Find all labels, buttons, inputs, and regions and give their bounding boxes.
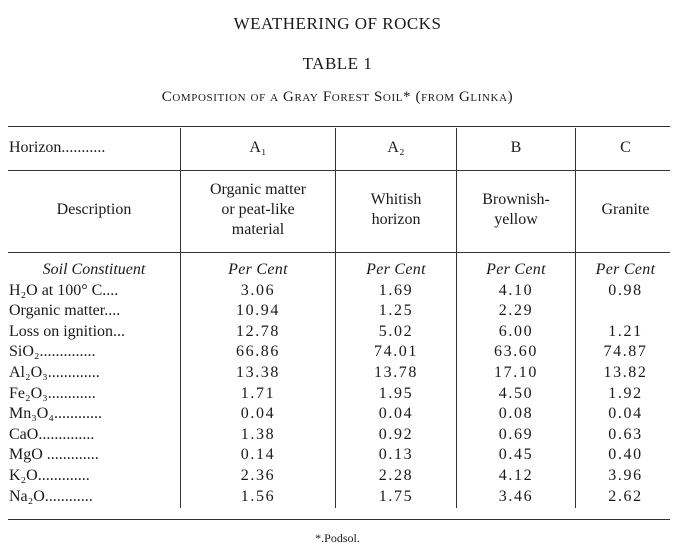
cell-value [576, 301, 675, 322]
cell-value: 1.69 [378, 281, 414, 299]
description-line: Granite [601, 201, 650, 218]
cell-value: 0.45 [498, 446, 534, 464]
cell-value: 4.50 [498, 384, 534, 402]
description-a1 [181, 180, 335, 240]
row-label: K₂O............. [9, 466, 90, 484]
description-line: material [231, 221, 285, 238]
row-label: Organic matter.... [9, 302, 121, 320]
row-label: H₂O at 100° C.... [9, 281, 119, 299]
description-line: Whitish [370, 191, 422, 208]
cell-value: 1.25 [378, 302, 414, 320]
horizon-a1: A₁ [249, 139, 267, 156]
cell-value: 1.21 [608, 322, 643, 340]
top-rule [8, 126, 670, 127]
column-b [457, 260, 575, 507]
description-line: yellow [494, 211, 538, 228]
cell-value: 1.38 [240, 425, 276, 443]
horizon-a2: A₂ [387, 139, 405, 156]
cell-value: 13.78 [374, 363, 418, 381]
description-c [576, 200, 675, 220]
description-a2 [336, 190, 456, 230]
description-line: Organic matter [209, 181, 307, 198]
cell-value: 0.92 [378, 425, 414, 443]
cell-value: 2.28 [378, 466, 414, 484]
horizon-b: B [510, 139, 522, 156]
footnote: *.Podsol. [315, 531, 360, 545]
description-line: horizon [371, 211, 421, 228]
page-title: WEATHERING OF ROCKS [233, 14, 442, 33]
description-line: or peat-like [221, 201, 295, 218]
cell-value: 0.04 [378, 405, 414, 423]
table-number: TABLE 1 [302, 54, 373, 73]
cell-value: 0.98 [608, 281, 643, 299]
row-label: SiO₂.............. [9, 343, 96, 361]
constituent-header: Soil Constituent [42, 261, 146, 278]
cell-value: 1.75 [378, 487, 414, 505]
cell-value: 2.62 [608, 487, 643, 505]
unit-header: Per Cent [595, 261, 656, 278]
cell-value: 13.82 [603, 363, 648, 381]
cell-value: 0.08 [498, 405, 534, 423]
horizon-c: C [620, 139, 631, 156]
cell-value: 1.95 [378, 384, 414, 402]
cell-value: 0.69 [498, 425, 534, 443]
cell-value: 66.86 [236, 343, 280, 361]
cell-value: 74.87 [603, 343, 648, 361]
cell-value: 4.12 [498, 466, 534, 484]
cell-value: 0.40 [608, 446, 643, 464]
column-a1 [181, 260, 335, 507]
description-line: Brownish- [482, 191, 550, 208]
row-label: CaO.............. [9, 425, 95, 443]
row-label: Fe₂O₃............ [9, 384, 96, 402]
table-caption: Composition of a Gray Forest Soil* (from Glinka) [161, 89, 514, 105]
description-b [457, 190, 575, 230]
cell-value: 0.63 [608, 425, 643, 443]
cell-value: 3.06 [240, 281, 276, 299]
row-label: Loss on ignition... [9, 322, 126, 340]
bottom-rule [8, 519, 670, 520]
cell-value: 0.13 [378, 446, 414, 464]
cell-value: 2.29 [498, 302, 534, 320]
row-label: Na₂O............ [9, 487, 93, 505]
horizon-row-rule [8, 170, 670, 171]
cell-value: 3.46 [498, 487, 534, 505]
cell-value: 5.02 [378, 322, 414, 340]
cell-value: 0.14 [240, 446, 276, 464]
cell-value: 3.96 [608, 466, 643, 484]
cell-value: 13.38 [236, 363, 280, 381]
cell-value: 2.36 [240, 466, 276, 484]
unit-header: Per Cent [366, 261, 426, 278]
cell-value: 17.10 [494, 363, 538, 381]
cell-value: 74.01 [374, 343, 418, 361]
row-label: Al₂O₃............. [9, 363, 100, 381]
cell-value: 12.78 [236, 322, 280, 340]
constituent-column [9, 260, 179, 507]
horizon-row-label: Horizon........... [9, 139, 106, 156]
row-label: Mn₃O₄............ [9, 405, 102, 423]
cell-value: 1.56 [240, 487, 276, 505]
cell-value: 1.92 [608, 384, 643, 402]
column-a2 [336, 260, 456, 507]
description-row-rule [8, 252, 670, 253]
column-c [576, 260, 675, 507]
unit-header: Per Cent [228, 261, 288, 278]
unit-header: Per Cent [486, 261, 546, 278]
row-label: MgO ............. [9, 446, 99, 464]
cell-value: 63.60 [494, 343, 538, 361]
cell-value: 4.10 [498, 281, 534, 299]
cell-value: 6.00 [498, 322, 534, 340]
cell-value: 0.04 [240, 405, 276, 423]
description-row-label: Description [56, 201, 132, 218]
cell-value: 10.94 [236, 302, 280, 320]
cell-value: 0.04 [608, 405, 643, 423]
cell-value: 1.71 [240, 384, 276, 402]
